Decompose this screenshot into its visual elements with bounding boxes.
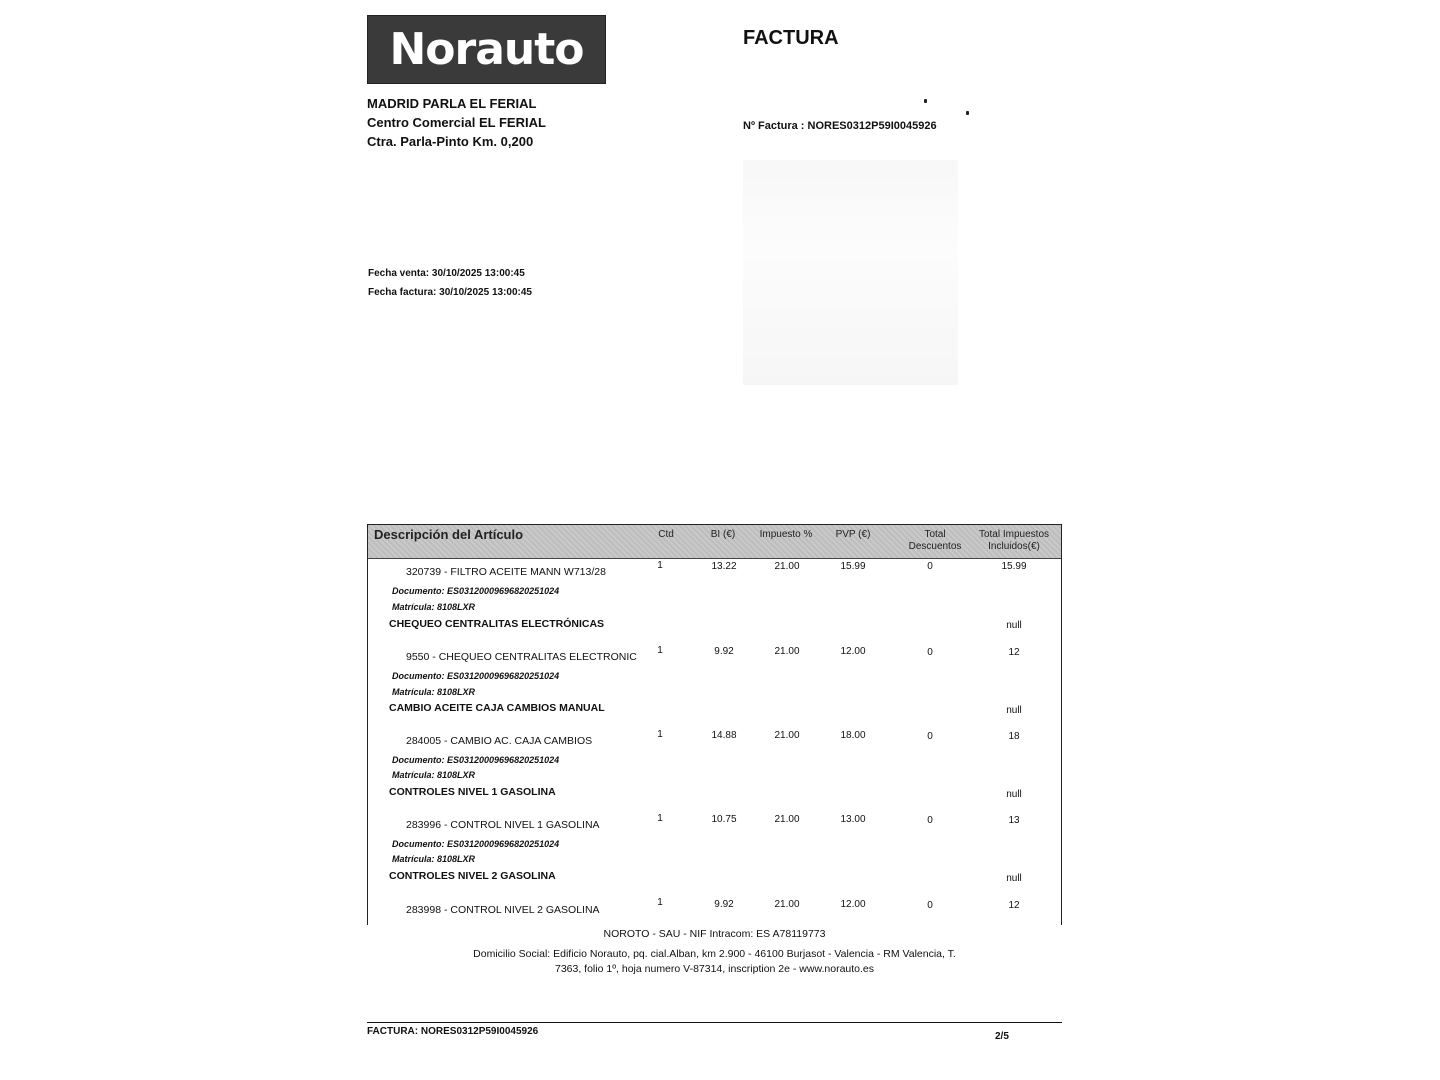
store-location: Centro Comercial EL FERIAL bbox=[367, 115, 546, 130]
item-tax: 21.00 bbox=[774, 561, 800, 572]
item-plate: Matrícula: 8108LXR bbox=[392, 854, 476, 864]
item-bi: 9.92 bbox=[714, 646, 734, 657]
document-title: FACTURA bbox=[743, 27, 839, 49]
col-total: Total Impuestos Incluidos(€) bbox=[978, 529, 1050, 552]
scan-speck bbox=[924, 99, 927, 103]
redacted-customer-block bbox=[743, 160, 958, 385]
brand-name: Norauto bbox=[389, 24, 584, 75]
item-bi: 9.92 bbox=[714, 899, 734, 910]
item-discount: 0 bbox=[927, 815, 933, 826]
item-pvp: 12.00 bbox=[840, 899, 866, 910]
item-qty: 1 bbox=[657, 813, 663, 824]
item-document: Documento: ES03120009696820251024 bbox=[392, 671, 560, 681]
item-qty: 1 bbox=[657, 645, 663, 656]
group-title: CAMBIO ACEITE CAJA CAMBIOS MANUAL bbox=[389, 702, 605, 714]
store-address: Ctra. Parla-Pinto Km. 0,200 bbox=[367, 134, 534, 149]
page-number: 2/5 bbox=[995, 1031, 1009, 1042]
col-tax-base: BI (€) bbox=[710, 529, 736, 540]
item-document: Documento: ES03120009696820251024 bbox=[392, 755, 560, 765]
item-bi: 14.88 bbox=[711, 730, 737, 741]
footer-invoice-ref: FACTURA: NORES0312P59I0045926 bbox=[367, 1026, 539, 1037]
group-title: CONTROLES NIVEL 2 GASOLINA bbox=[389, 870, 556, 882]
item-qty: 1 bbox=[657, 729, 663, 740]
col-pvp: PVP (€) bbox=[835, 529, 871, 540]
item-description: 320739 - FILTRO ACEITE MANN W713/28 bbox=[406, 566, 606, 578]
group-title: CHEQUEO CENTRALITAS ELECTRÓNICAS bbox=[389, 618, 605, 630]
item-total: 12 bbox=[1008, 900, 1020, 911]
item-description: 283996 - CONTROL NIVEL 1 GASOLINA bbox=[406, 819, 600, 831]
item-discount: 0 bbox=[927, 647, 933, 658]
item-total: 18 bbox=[1008, 731, 1020, 742]
item-pvp: 12.00 bbox=[840, 646, 866, 657]
col-discounts: Total Descuentos bbox=[908, 529, 962, 552]
item-description: 9550 - CHEQUEO CENTRALITAS ELECTRONIC bbox=[406, 651, 637, 663]
item-discount: 0 bbox=[927, 561, 933, 572]
address-line-2: 7363, folio 1º, hoja numero V-87314, inscription 2e - www.norauto.es bbox=[554, 963, 875, 975]
item-total: 13 bbox=[1008, 815, 1020, 826]
col-tax-percent: Impuesto % bbox=[759, 529, 813, 540]
group-total: null bbox=[1006, 873, 1022, 884]
footer-divider bbox=[367, 1022, 1062, 1023]
items-table bbox=[367, 524, 1062, 925]
item-qty: 1 bbox=[657, 897, 663, 908]
group-total: null bbox=[1006, 789, 1022, 800]
item-plate: Matrícula: 8108LXR bbox=[392, 770, 476, 780]
group-title: CONTROLES NIVEL 1 GASOLINA bbox=[389, 786, 556, 798]
invoice-number: Nº Factura : NORES0312P59I0045926 bbox=[743, 120, 937, 132]
group-total: null bbox=[1006, 705, 1022, 716]
item-tax: 21.00 bbox=[774, 730, 800, 741]
invoice-date: Fecha factura: 30/10/2025 13:00:45 bbox=[368, 287, 532, 298]
address-line-1: Domicilio Social: Edificio Norauto, pq. cial.Alban, km 2.900 - 46100 Burjasot - Valencia - RM Valencia, T. bbox=[473, 948, 956, 960]
table-header bbox=[368, 525, 1061, 559]
item-document: Documento: ES031200096968202510​24 bbox=[392, 586, 560, 596]
norauto-logo bbox=[367, 15, 606, 84]
scan-speck bbox=[966, 111, 969, 115]
item-pvp: 18.00 bbox=[840, 730, 866, 741]
item-plate: Matrícula: 8108LXR bbox=[392, 602, 476, 612]
item-tax: 21.00 bbox=[774, 899, 800, 910]
company-line: NOROTO - SAU - NIF Intracom: ES A78119773 bbox=[603, 928, 826, 940]
item-qty: 1 bbox=[657, 560, 663, 571]
col-quantity: Ctd bbox=[658, 529, 674, 540]
item-bi: 13.22 bbox=[711, 561, 737, 572]
item-plate: Matrícula: 8108LXR bbox=[392, 687, 476, 697]
item-document: Documento: ES03120009696820251024 bbox=[392, 839, 560, 849]
item-discount: 0 bbox=[927, 900, 933, 911]
item-pvp: 13.00 bbox=[840, 814, 866, 825]
item-bi: 10.75 bbox=[711, 814, 737, 825]
item-discount: 0 bbox=[927, 731, 933, 742]
col-description: Descripción del Artículo bbox=[374, 527, 524, 542]
item-tax: 21.00 bbox=[774, 646, 800, 657]
group-total: null bbox=[1006, 620, 1022, 631]
item-tax: 21.00 bbox=[774, 814, 800, 825]
item-description: 284005 - CAMBIO AC. CAJA CAMBIOS bbox=[406, 735, 593, 747]
item-pvp: 15.99 bbox=[840, 561, 866, 572]
item-total: 15.99 bbox=[1001, 561, 1027, 572]
sale-date: Fecha venta: 30/10/2025 13:00:45 bbox=[368, 268, 525, 279]
item-description: 283998 - CONTROL NIVEL 2 GASOLINA bbox=[406, 904, 600, 916]
item-total: 12 bbox=[1008, 647, 1020, 658]
store-name: MADRID PARLA EL FERIAL bbox=[367, 96, 537, 111]
